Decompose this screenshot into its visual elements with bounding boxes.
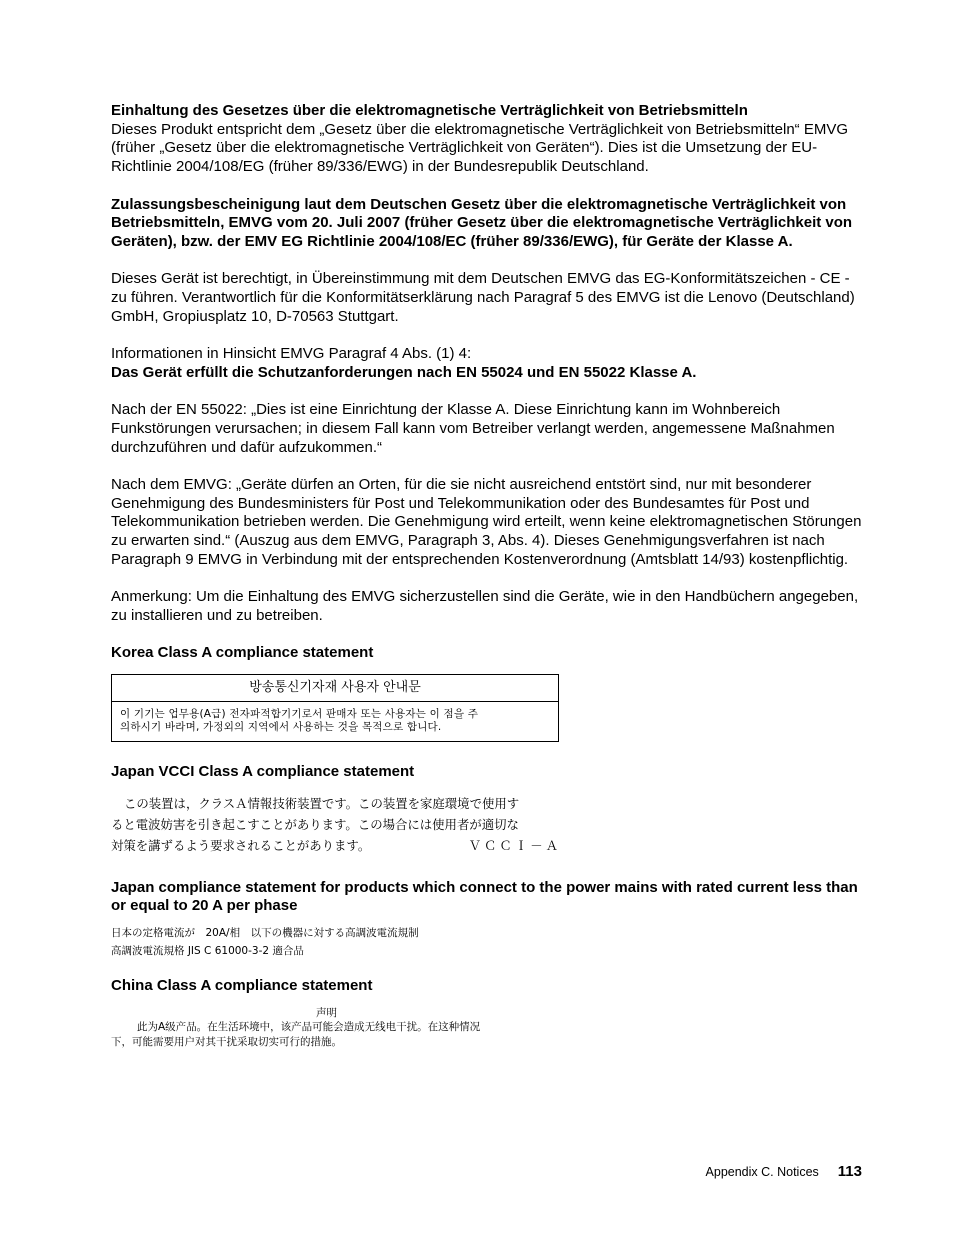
- info-bold-line: Das Gerät erfüllt die Schutzanforderungen nach EN 55024 und EN 55022 Klasse A.: [111, 363, 697, 381]
- korea-box-line: 이 기기는 업무용(A급) 전자파적합기기로서 판매자 또는 사용자는 이 점을 주: [120, 707, 479, 720]
- china-statement-line: 下，可能需要用户对其干扰采取切实可行的措施。: [111, 1035, 342, 1048]
- emvg-quote-paragraph: Nach dem EMVG: „Geräte dürfen an Orten, für die sie nicht ausreichend entstört sind, nur mit besonderer Genehmigung des Bundesministers für Post und Telekommunikation oder des Bundesamtes für Post und Telekommunikation betrieben werden. Die Genehmigung wird erteilt, wenn keine elektromagnetischen Störungen zu erwarten sind.“ (Auszug aus dem EMVG, Paragraph 3, Abs. 4). Dieses Genehmigungsverfahren ist nach Paragraph 9 EMVG in Verbindung mit der entsprechenden Kostenverordnung (Amtsblatt 14/93) kostenpflichtig.: [111, 475, 862, 568]
- korea-box-body: [112, 702, 558, 741]
- korea-heading: Korea Class A compliance statement: [111, 644, 374, 662]
- japan-vcci-statement: [111, 793, 561, 856]
- china-heading: China Class A compliance statement: [111, 977, 373, 995]
- japan-vcci-heading: Japan VCCI Class A compliance statement: [111, 762, 415, 780]
- china-statement-line: 此为A级产品。在生活环境中，该产品可能会造成无线电干扰。在这种情况: [137, 1021, 481, 1034]
- emvg-heading: Einhaltung des Gesetzes über die elektromagnetische Verträglichkeit von Betriebsmitteln: [111, 102, 748, 119]
- korea-statement-box: [111, 674, 559, 742]
- japan-power-heading: Japan compliance statement for products which connect to the power mains with rated current less than or equal to 20 A per phase: [111, 878, 858, 915]
- en55022-paragraph: Nach der EN 55022: „Dies ist eine Einrichtung der Klasse A. Diese Einrichtung kann im Wohnbereich Funkstörungen verursachen; in diesem Fall kann vom Betreiber verlangt werden, angemessene Maßnahmen durchzuführen und dafür aufzukommen.“: [111, 401, 835, 456]
- vcci-mark: ＶＣＣＩ－Ａ: [468, 837, 561, 853]
- japan-power-line: 高調波電流規格 JIS C 61000-3-2 適合品: [111, 945, 304, 958]
- japan-vcci-line: ると電波妨害を引き起こすことがあります。この場合には使用者が適切な: [111, 816, 519, 832]
- emvg-intro-paragraph: Dieses Produkt entspricht dem „Gesetz über die elektromagnetische Verträglichkeit von Betriebsmitteln“ EMVG (früher „Gesetz über die elektromagnetische Verträglichkeit von Geräten“). Dies ist die Umsetzung der EU-Richtlinie 2004/108/EG (früher 89/336/EWG) in der Bundesrepublik Deutschland.: [111, 120, 848, 176]
- zulassung-heading: Zulassungsbescheinigung laut dem Deutschen Gesetz über die elektromagnetische Verträglichkeit von Betriebsmitteln, EMVG vom 20. Juli 2007 (früher Gesetz über die elektromagnetische Verträglichkeit von Geräten), bzw. der EMV EG Richtlinie 2004/108/EC (früher 89/336/EWG), für Geräte der Klasse A.: [111, 195, 853, 250]
- japan-vcci-line: 対策を講ずるよう要求されることがあります。: [111, 837, 371, 853]
- china-statement: [111, 1006, 551, 1050]
- page-footer: [706, 1163, 862, 1180]
- anmerkung-paragraph: Anmerkung: Um die Einhaltung des EMVG sicherzustellen sind die Geräte, wie in den Handbüchern angegeben, zu installieren und zu betreiben.: [111, 588, 859, 624]
- berechtigt-paragraph: Dieses Gerät ist berechtigt, in Übereinstimmung mit dem Deutschen EMVG das EG-Konformitätszeichen - CE - zu führen. Verantwortlich für die Konformitätserklärung nach Paragraf 5 des EMVG ist die Lenovo (Deutschland) GmbH, Gropiusplatz 10, D-70563 Stuttgart.: [111, 270, 855, 325]
- korea-box-line: 의하시기 바라며, 가정외의 지역에서 사용하는 것을 목적으로 합니다.: [120, 721, 442, 734]
- info-line: Informationen in Hinsicht EMVG Paragraf 4 Abs. (1) 4:: [111, 345, 472, 363]
- page-number: 113: [837, 1163, 862, 1180]
- footer-section-label: Appendix C. Notices: [705, 1165, 819, 1179]
- korea-box-title: 방송통신기자재 사용자 안내문: [112, 675, 558, 702]
- page-content: [111, 102, 863, 1049]
- japan-power-line: 日本の定格電流が 20A/相 以下の機器に対する高調波電流規制: [111, 927, 419, 940]
- china-statement-title: 声明: [316, 1006, 337, 1019]
- japan-vcci-line: この装置は，クラスＡ情報技術装置です。この装置を家庭環境で使用す: [124, 795, 520, 811]
- japan-vcci-last-row: [111, 835, 561, 856]
- japan-power-statement: [111, 924, 863, 960]
